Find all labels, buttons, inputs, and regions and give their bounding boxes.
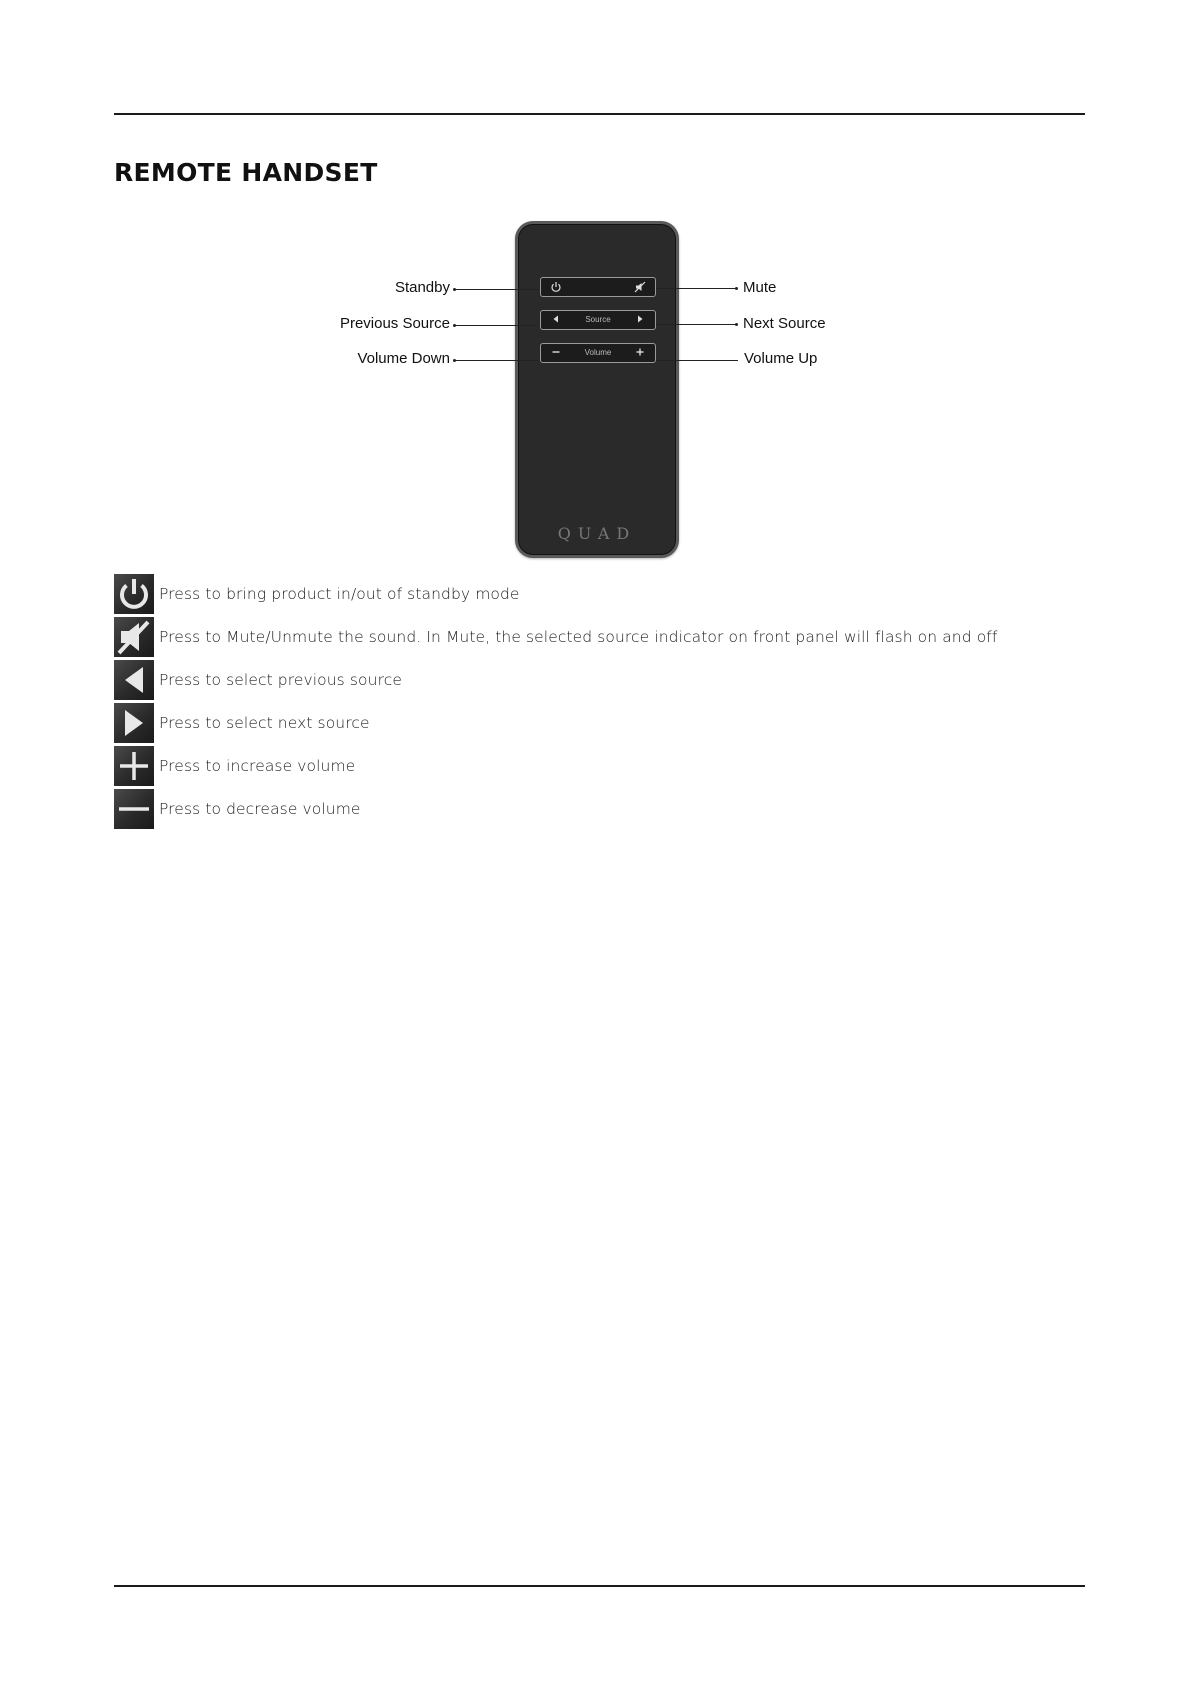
- callout-line: [656, 360, 738, 361]
- callout-previous-source: Previous Source: [339, 315, 450, 332]
- plus-icon: [114, 746, 154, 786]
- remote-standby-mute-button: [540, 277, 656, 297]
- callout-dot: [735, 323, 738, 326]
- legend-text: Press to increase volume: [159, 757, 356, 775]
- callout-mute: Mute: [743, 279, 777, 296]
- callout-standby: Standby: [394, 279, 450, 296]
- right-arrow-icon: [633, 311, 647, 329]
- legend-text: Press to select next source: [159, 714, 370, 732]
- callout-next-source: Next Source: [743, 315, 826, 332]
- callout-dot: [735, 287, 738, 290]
- minus-icon: [114, 789, 154, 829]
- remote-volume-button: [540, 343, 656, 363]
- callout-volume-up: Volume Up: [744, 350, 818, 367]
- legend-text: Press to bring product in/out of standby mode: [159, 585, 520, 603]
- minus-icon: [549, 344, 563, 362]
- footer-rule: [114, 1585, 1085, 1587]
- legend-text: Press to Mute/Unmute the sound. In Mute, the selected source indicator on front panel will flash on and off: [159, 628, 998, 646]
- callout-line: [454, 325, 538, 326]
- right-arrow-icon: [114, 703, 154, 743]
- callout-line: [656, 324, 736, 325]
- mute-icon: [633, 278, 647, 296]
- remote-source-button: [540, 310, 656, 330]
- remote-source-label: Source: [585, 315, 611, 324]
- callout-volume-down: Volume Down: [357, 350, 450, 367]
- callout-line: [454, 289, 538, 290]
- mute-icon: [114, 617, 154, 657]
- plus-icon: [633, 344, 647, 362]
- remote-brand-logo: QUAD: [557, 524, 637, 543]
- page-title: REMOTE HANDSET: [114, 158, 378, 187]
- left-arrow-icon: [114, 660, 154, 700]
- power-icon: [549, 278, 563, 296]
- legend-text: Press to select previous source: [159, 671, 402, 689]
- left-arrow-icon: [549, 311, 563, 329]
- header-rule: [114, 113, 1085, 115]
- remote-handset: [515, 221, 679, 558]
- remote-volume-label: Volume: [584, 348, 612, 357]
- callout-line: [656, 288, 736, 289]
- legend-text: Press to decrease volume: [159, 800, 361, 818]
- callout-line: [454, 360, 538, 361]
- power-icon: [114, 574, 154, 614]
